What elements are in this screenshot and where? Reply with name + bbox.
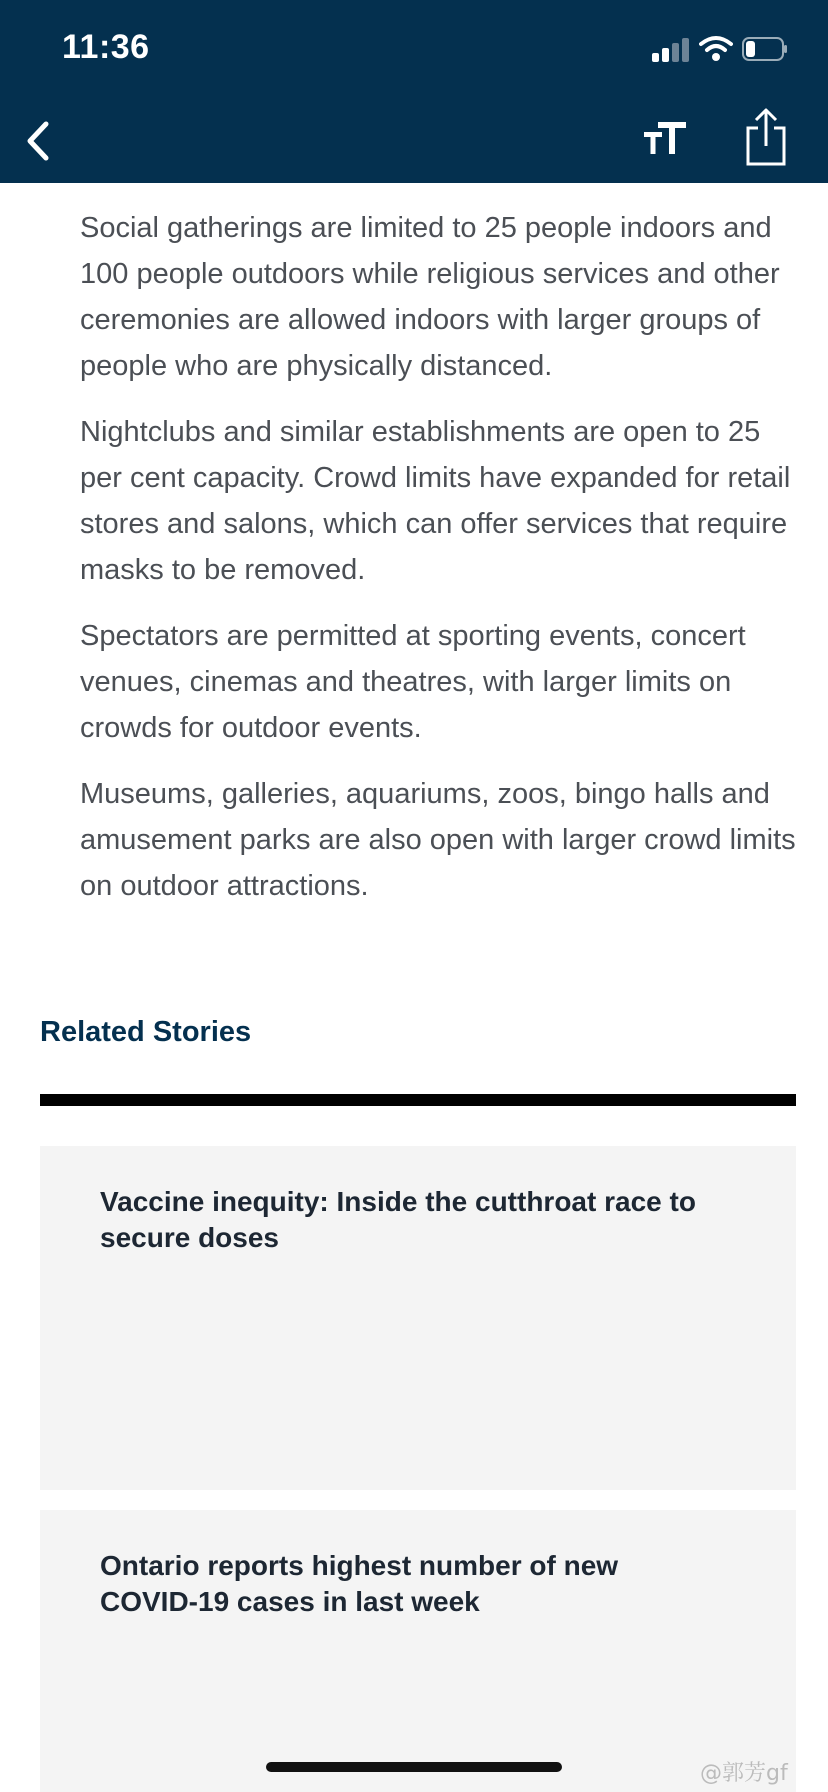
app-header <box>0 0 828 183</box>
related-stories-heading: Related Stories <box>40 1016 252 1048</box>
article-paragraph: Social gatherings are limited to 25 people indoors and 100 people outdoors while religious services and other ceremonies are allowed indoors with larger groups of people who are physically distanced. <box>80 212 780 382</box>
wifi-icon <box>699 34 733 62</box>
back-button[interactable] <box>18 116 58 166</box>
related-story-card[interactable] <box>40 1146 796 1490</box>
watermark: @郭芳gf <box>700 1761 788 1786</box>
related-story-title[interactable]: Ontario reports highest number of new COVID-19 cases in last week <box>100 1550 619 1617</box>
article-body <box>80 205 800 929</box>
article-paragraph: Spectators are permitted at sporting events, concert venues, cinemas and theatres, with larger limits on crowds for outdoor events. <box>80 620 746 744</box>
article-paragraph: Museums, galleries, aquariums, zoos, bingo halls and amusement parks are also open with larger crowd limits on outdoor attractions. <box>80 778 796 902</box>
battery-icon <box>742 37 788 61</box>
share-button[interactable] <box>742 106 790 168</box>
text-size-button[interactable] <box>640 116 690 160</box>
article-paragraph: Nightclubs and similar establishments are open to 25 per cent capacity. Crowd limits have expanded for retail stores and salons, which can offer services that require masks to be removed. <box>80 416 791 586</box>
related-story-card[interactable] <box>40 1510 796 1792</box>
related-story-title[interactable]: Vaccine inequity: Inside the cutthroat race to secure doses <box>100 1186 696 1253</box>
status-time: 11:36 <box>62 28 150 66</box>
section-divider <box>40 1094 796 1106</box>
cellular-signal-icon <box>652 38 690 62</box>
home-indicator[interactable] <box>266 1762 562 1772</box>
